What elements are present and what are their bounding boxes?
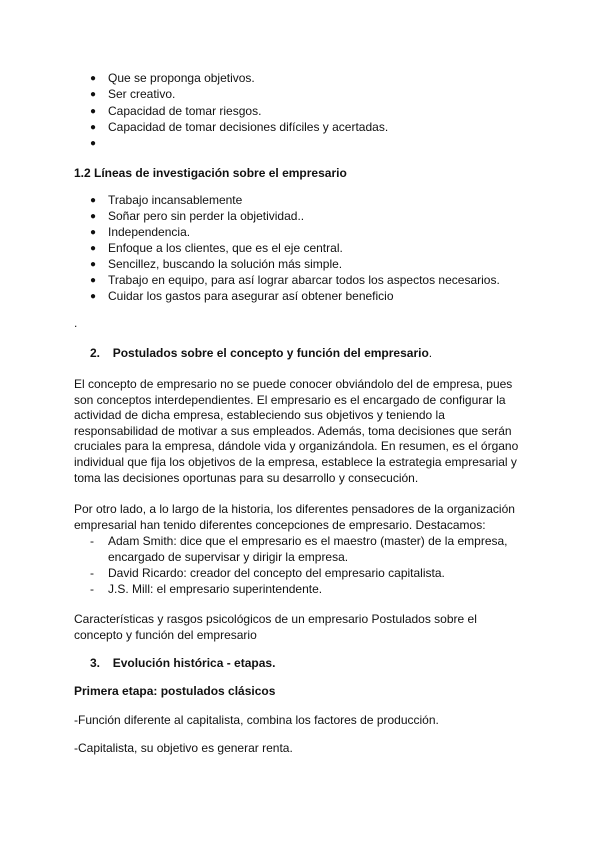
bullet-icon: ● bbox=[90, 106, 97, 117]
bullet-icon: ● bbox=[90, 138, 97, 149]
paragraph-line: actividad de dicha empresa, estableciendo sus objetivos y teniendo la bbox=[74, 408, 445, 423]
paragraph-line: son conceptos interdependientes. El empresario es el encargado de configurar la bbox=[74, 392, 506, 407]
text-line-capitalist: -Capitalista, su objetivo es generar renta. bbox=[74, 741, 293, 755]
bullet-icon: ● bbox=[90, 211, 97, 222]
paragraph-line: El concepto de empresario no se puede conocer obviándolo del de empresa, pues bbox=[74, 377, 513, 391]
section-title: Evolución histórica - etapas. bbox=[112, 656, 276, 670]
paragraph-line: Por otro lado, a lo largo de la historia, los diferentes pensadores de la organización bbox=[74, 502, 515, 516]
bullet-icon: ● bbox=[90, 275, 97, 286]
bullet-icon: ● bbox=[90, 89, 97, 100]
bullet-icon: ● bbox=[90, 73, 97, 84]
bullet-icon: ● bbox=[90, 243, 97, 254]
paragraph-thinkers bbox=[74, 502, 534, 533]
bullet-icon: ● bbox=[90, 195, 97, 206]
document-page: ● Que se proponga objetivos. ● Ser creativo. ● Capacidad de tomar riesgos. ● Capacidad de tomar decisiones difíciles y acertadas. ● 1.2 Líneas de investigación sobre el empresario ● Trabajo incansablemente ● Soñar pero sin perder la objetividad.. ● Independencia. ● Enfoque a los clientes, que es el eje central. ● Sencillez, buscando la solución más simple. ● Trabajo en equipo, para así lograr abarcar todos los aspectos necesarios. ● Cuidar los gastos para asegurar así obtener beneficio . 2. Postulados sobre el concepto y función del empresario. El concepto de empresario no se puede conocer obviándolo del de empresa, pues son conceptos interdependientes. El empresario es el encargado de configurar la actividad de dicha empresa, estableciendo sus objetivos y teniendo la responsabilidad de motivar a sus empleados. Además, toma decisiones que serán cruciales para la empresa, dándole vida y organizándola. En resumen, es el órgano individual que fija los objetivos de la empresa, establece la estrategia empresarial y toma las decisiones oportunas para su desarrollo y consecución. Por otro lado, a lo largo de la historia, los diferentes pensadores de la organización empresarial han tenido diferentes concepciones de empresario. Destacamos: - Adam Smith: dice que el empresario es el maestro (master) de la empresa, encargado de supervisar y dirigir la empresa. - David Ricardo: creador del concepto del empresario capitalista. - J.S. Mill: el empresario superintendente. Características y rasgos psicológicos de un empresario Postulados sobre el concepto y función del empresario 3. Evolución histórica - etapas. Primera etapa: postulados clásicos -Función diferente al capitalista, combina los factores de producción. -Capitalista, su objetivo es generar renta. bbox=[0, 0, 600, 848]
paragraph-line: Características y rasgos psicológicos de un empresario Postulados sobre el bbox=[74, 612, 477, 626]
subheading-first-stage: Primera etapa: postulados clásicos bbox=[74, 684, 276, 698]
paragraph-line: empresarial han tenido diferentes concepciones de empresario. Destacamos: bbox=[74, 517, 486, 532]
dash-marker: - bbox=[90, 582, 94, 596]
bullet-icon: ● bbox=[90, 122, 97, 133]
dash-marker: - bbox=[90, 566, 94, 580]
text-line-function: -Función diferente al capitalista, combina los factores de producción. bbox=[74, 713, 439, 727]
bullet-icon: ● bbox=[90, 259, 97, 270]
paragraph-line: individual que fija los objetivos de la empresa, establece la estrategia empresarial y bbox=[74, 454, 517, 469]
section-number: 2. bbox=[90, 346, 101, 360]
stray-period: . bbox=[74, 316, 78, 330]
section-title-tail: . bbox=[428, 346, 433, 360]
paragraph-line: responsabilidad de motivar a sus empleados. Además, toma decisiones que serán bbox=[74, 423, 512, 438]
bullet-icon: ● bbox=[90, 291, 97, 302]
section-heading-2 bbox=[90, 346, 432, 361]
section-title: Postulados sobre el concepto y función del empresario bbox=[112, 346, 429, 360]
paragraph-line: toma las decisiones oportunas para su desarrollo y consecución. bbox=[74, 470, 419, 485]
paragraph-concept bbox=[74, 377, 534, 486]
paragraph-line: cruciales para la empresa, dándole vida y organizándola. En resumen, es el órgano bbox=[74, 439, 519, 454]
dash-marker: - bbox=[90, 534, 94, 548]
section-heading-3 bbox=[90, 656, 275, 671]
paragraph-line: concepto y función del empresario bbox=[74, 627, 257, 642]
paragraph-characteristics bbox=[74, 612, 534, 643]
section-heading-1-2: 1.2 Líneas de investigación sobre el empresario bbox=[74, 166, 347, 180]
section-number: 3. bbox=[90, 656, 101, 670]
bullet-icon: ● bbox=[90, 227, 97, 238]
